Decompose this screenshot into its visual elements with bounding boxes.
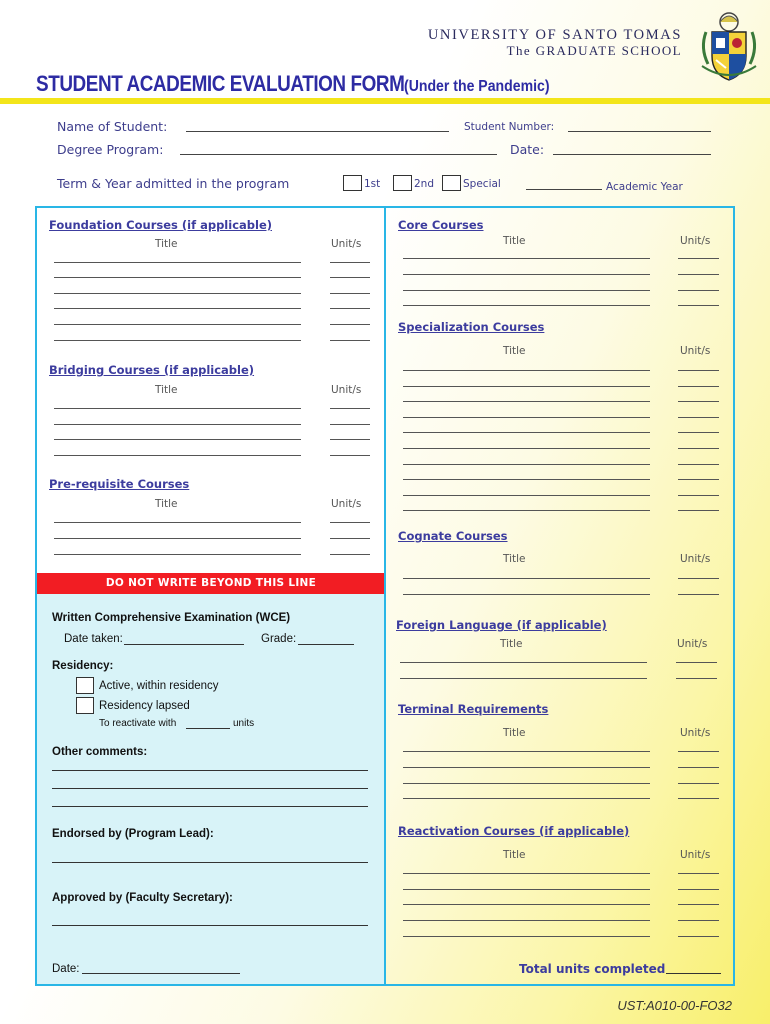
course-unit-line[interactable] <box>678 798 719 799</box>
academic-year-label: Academic Year <box>606 181 683 193</box>
terminal-requirements-title: Terminal Requirements <box>398 702 549 716</box>
student-number-label: Student Number: <box>464 121 555 133</box>
course-title-line[interactable] <box>403 370 650 371</box>
course-unit-line[interactable] <box>676 678 717 679</box>
foreign-title-head: Title <box>500 638 523 650</box>
residency-lapsed-checkbox[interactable] <box>76 697 94 714</box>
other-comments-label: Other comments: <box>52 746 148 758</box>
evaluation-frame <box>35 206 735 986</box>
course-title-line[interactable] <box>403 401 650 402</box>
course-title-line[interactable] <box>403 798 650 799</box>
course-unit-line[interactable] <box>678 258 719 259</box>
course-unit-line[interactable] <box>330 293 370 294</box>
comments-line[interactable] <box>52 806 368 807</box>
course-unit-line[interactable] <box>330 522 370 523</box>
course-unit-line[interactable] <box>678 464 719 465</box>
date-taken-label: Date taken: <box>64 633 123 645</box>
course-title-line[interactable] <box>403 448 650 449</box>
form-title: STUDENT ACADEMIC EVALUATION FORM <box>36 71 405 96</box>
course-title-line[interactable] <box>403 386 650 387</box>
course-unit-line[interactable] <box>330 324 370 325</box>
do-not-write-banner: DO NOT WRITE BEYOND THIS LINE <box>37 573 385 594</box>
course-unit-line[interactable] <box>330 424 370 425</box>
bridging-units-head: Unit/s <box>331 384 362 396</box>
course-unit-line[interactable] <box>330 554 370 555</box>
course-unit-line[interactable] <box>330 439 370 440</box>
course-title-line[interactable] <box>54 262 301 263</box>
form-title-row <box>36 71 570 97</box>
prerequisite-units-head: Unit/s <box>331 498 362 510</box>
course-title-line[interactable] <box>403 904 650 905</box>
graduate-school-name: The GRADUATE SCHOOL <box>506 43 682 58</box>
course-title-line[interactable] <box>54 340 301 341</box>
grade-field[interactable] <box>298 644 354 645</box>
total-units-field[interactable] <box>666 973 721 974</box>
course-title-line[interactable] <box>54 293 301 294</box>
course-unit-line[interactable] <box>678 920 719 921</box>
course-unit-line[interactable] <box>678 401 719 402</box>
course-title-line[interactable] <box>403 767 650 768</box>
foundation-courses-title: Foundation Courses (if applicable) <box>49 218 272 232</box>
course-unit-line[interactable] <box>330 538 370 539</box>
bridging-title-head: Title <box>155 384 178 396</box>
reactivation-title-head: Title <box>503 849 526 861</box>
core-title-head: Title <box>503 235 526 247</box>
course-unit-line[interactable] <box>330 455 370 456</box>
course-unit-line[interactable] <box>330 340 370 341</box>
course-title-line[interactable] <box>403 417 650 418</box>
foreign-language-title: Foreign Language (if applicable) <box>396 618 607 632</box>
approved-label: Approved by (Faculty Secretary): <box>52 892 233 904</box>
course-unit-line[interactable] <box>678 904 719 905</box>
term-1st-checkbox[interactable] <box>343 175 362 191</box>
residency-lapsed-label: Residency lapsed <box>99 700 190 712</box>
course-unit-line[interactable] <box>330 262 370 263</box>
course-title-line[interactable] <box>54 538 301 539</box>
reactivate-suffix: units <box>233 718 255 729</box>
core-courses-title: Core Courses <box>398 218 484 232</box>
term-2nd-checkbox[interactable] <box>393 175 412 191</box>
course-title-line[interactable] <box>54 308 301 309</box>
course-unit-line[interactable] <box>678 751 719 752</box>
bridging-courses-title: Bridging Courses (if applicable) <box>49 363 255 377</box>
course-title-line[interactable] <box>403 464 650 465</box>
terminal-title-head: Title <box>503 727 526 739</box>
student-number-field[interactable] <box>568 131 711 132</box>
course-title-line[interactable] <box>403 305 650 306</box>
course-title-line[interactable] <box>403 783 650 784</box>
course-unit-line[interactable] <box>678 370 719 371</box>
reactivate-prefix: To reactivate with <box>99 718 177 729</box>
reactivate-units-field[interactable] <box>186 728 230 729</box>
reactivation-units-head: Unit/s <box>680 849 711 861</box>
course-unit-line[interactable] <box>678 479 719 480</box>
course-unit-line[interactable] <box>678 495 719 496</box>
cognate-title-head: Title <box>503 553 526 565</box>
course-title-line[interactable] <box>400 662 647 663</box>
wce-label: Written Comprehensive Examination (WCE) <box>52 612 291 624</box>
university-name: UNIVERSITY OF SANTO TOMAS <box>427 27 682 43</box>
name-field[interactable] <box>186 131 449 132</box>
course-title-line[interactable] <box>54 522 301 523</box>
terminal-units-head: Unit/s <box>680 727 711 739</box>
endorsed-signature-line[interactable] <box>52 862 368 863</box>
approved-signature-line[interactable] <box>52 925 368 926</box>
course-unit-line[interactable] <box>330 277 370 278</box>
residency-label: Residency: <box>52 660 114 672</box>
comments-line[interactable] <box>52 788 368 789</box>
course-unit-line[interactable] <box>678 432 719 433</box>
foundation-units-head: Unit/s <box>331 238 362 250</box>
course-title-line[interactable] <box>400 678 647 679</box>
term-1st-label: 1st <box>364 178 381 190</box>
course-unit-line[interactable] <box>678 936 719 937</box>
specialization-courses-title: Specialization Courses <box>398 320 545 334</box>
course-unit-line[interactable] <box>678 274 719 275</box>
form-subtitle: (Under the Pandemic) <box>404 78 550 95</box>
term-special-label: Special <box>463 178 501 190</box>
course-unit-line[interactable] <box>678 783 719 784</box>
course-unit-line[interactable] <box>678 510 719 511</box>
course-title-line[interactable] <box>403 258 650 259</box>
course-unit-line[interactable] <box>678 873 719 874</box>
course-title-line[interactable] <box>403 873 650 874</box>
course-unit-line[interactable] <box>678 290 719 291</box>
course-title-line[interactable] <box>403 594 650 595</box>
academic-year-field[interactable] <box>526 189 602 190</box>
course-title-line[interactable] <box>54 554 301 555</box>
course-title-line[interactable] <box>54 439 301 440</box>
office-date-label: Date: <box>52 963 80 975</box>
course-title-line[interactable] <box>403 578 650 579</box>
course-title-line[interactable] <box>403 751 650 752</box>
course-title-line[interactable] <box>403 889 650 890</box>
specialization-title-head: Title <box>503 345 526 357</box>
ust-seal-icon <box>698 8 760 84</box>
total-units-label: Total units completed <box>519 962 666 976</box>
course-unit-line[interactable] <box>678 305 719 306</box>
course-title-line[interactable] <box>54 455 301 456</box>
date-field[interactable] <box>553 154 711 155</box>
course-title-line[interactable] <box>54 408 301 409</box>
course-title-line[interactable] <box>403 936 650 937</box>
prerequisite-title-head: Title <box>155 498 178 510</box>
course-title-line[interactable] <box>403 290 650 291</box>
endorsed-label: Endorsed by (Program Lead): <box>52 828 214 840</box>
cognate-courses-title: Cognate Courses <box>398 529 508 543</box>
course-unit-line[interactable] <box>678 386 719 387</box>
course-title-line[interactable] <box>54 277 301 278</box>
course-unit-line[interactable] <box>330 408 370 409</box>
residency-active-label: Active, within residency <box>99 680 219 692</box>
foreign-units-head: Unit/s <box>677 638 708 650</box>
course-title-line[interactable] <box>403 479 650 480</box>
form-code: UST:A010-00-FO32 <box>617 998 732 1013</box>
core-units-head: Unit/s <box>680 235 711 247</box>
date-label: Date: <box>510 142 545 157</box>
office-date-field[interactable] <box>82 973 240 974</box>
course-unit-line[interactable] <box>678 578 719 579</box>
course-unit-line[interactable] <box>676 662 717 663</box>
course-title-line[interactable] <box>403 920 650 921</box>
course-title-line[interactable] <box>403 432 650 433</box>
course-unit-line[interactable] <box>678 594 719 595</box>
course-title-line[interactable] <box>54 424 301 425</box>
term-2nd-label: 2nd <box>414 178 435 190</box>
comments-line[interactable] <box>52 770 368 771</box>
specialization-units-head: Unit/s <box>680 345 711 357</box>
name-label: Name of Student: <box>57 119 168 134</box>
prerequisite-courses-title: Pre-requisite Courses <box>49 477 190 491</box>
term-special-checkbox[interactable] <box>442 175 461 191</box>
course-unit-line[interactable] <box>678 889 719 890</box>
reactivation-courses-title: Reactivation Courses (if applicable) <box>398 824 630 838</box>
date-taken-field[interactable] <box>124 644 244 645</box>
course-unit-line[interactable] <box>678 417 719 418</box>
course-unit-line[interactable] <box>678 767 719 768</box>
course-title-line[interactable] <box>403 495 650 496</box>
course-title-line[interactable] <box>403 274 650 275</box>
cognate-units-head: Unit/s <box>680 553 711 565</box>
header-rule <box>0 98 770 104</box>
degree-field[interactable] <box>180 154 497 155</box>
course-unit-line[interactable] <box>330 308 370 309</box>
term-label: Term & Year admitted in the program <box>57 176 290 191</box>
course-unit-line[interactable] <box>678 448 719 449</box>
course-title-line[interactable] <box>54 324 301 325</box>
residency-active-checkbox[interactable] <box>76 677 94 694</box>
grade-label: Grade: <box>261 633 297 645</box>
foundation-title-head: Title <box>155 238 178 250</box>
degree-label: Degree Program: <box>57 142 164 157</box>
course-title-line[interactable] <box>403 510 650 511</box>
